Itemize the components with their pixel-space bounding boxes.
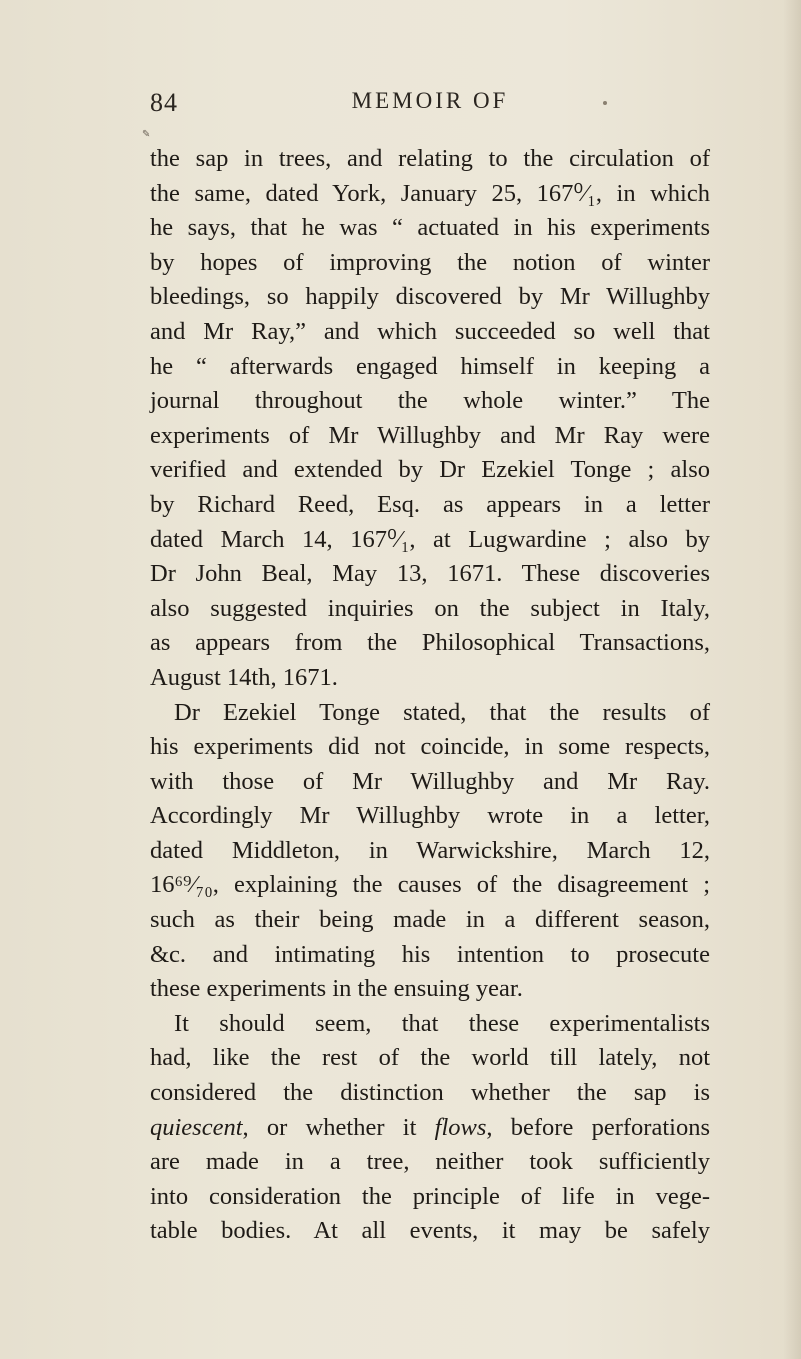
text-line: table bodies. At all events, it may be safely — [150, 1217, 710, 1245]
text-line: he “ afterwards engaged himself in keeping a — [150, 352, 710, 380]
text-line: &c. and intimating his intention to prosecute — [150, 940, 710, 968]
text-line: experiments of Mr Willughby and Mr Ray were — [150, 421, 710, 449]
italic-word-flows: flows — [434, 1113, 487, 1141]
text-line: by hopes of improving the notion of winter — [150, 248, 710, 276]
text-line: Accordingly Mr Willughby wrote in a letter, — [150, 802, 710, 830]
text-line: dated Middleton, in Warwickshire, March 12, — [150, 836, 710, 864]
text-line: considered the distinction whether the sap is — [150, 1079, 710, 1107]
running-head: MEMOIR OF — [351, 88, 509, 113]
page-number: 84 — [150, 88, 178, 117]
text-line: dated March 14, 167⁰⁄₁, at Lugwardine ; also by — [150, 525, 710, 553]
text-line: 16⁶⁹⁄₇₀, explaining the causes of the disagreement ; — [150, 871, 710, 899]
body-text — [150, 142, 710, 1249]
text-line: Dr Ezekiel Tonge stated, that the results of — [174, 698, 710, 726]
text-line: such as their being made in a different season, — [150, 906, 710, 934]
text-line: the same, dated York, January 25, 167⁰⁄₁, in which — [150, 179, 710, 207]
margin-mark: ✎ — [142, 129, 151, 140]
text-run: , or whether it — [242, 1113, 435, 1141]
text-line: he says, that he was “ actuated in his experiments — [150, 214, 710, 242]
text-line: into consideration the principle of life in vege- — [150, 1182, 710, 1210]
text-line: Dr John Beal, May 13, 1671. These discoveries — [150, 560, 710, 588]
text-run: , before perforations — [486, 1113, 710, 1141]
text-line: also suggested inquiries on the subject in Italy, — [150, 594, 710, 622]
text-line: and Mr Ray,” and which succeeded so well that — [150, 317, 710, 345]
text-line: as appears from the Philosophical Transactions, — [150, 629, 710, 657]
page-edge-shadow — [783, 0, 801, 1359]
italic-word-quiescent: quiescent — [150, 1113, 243, 1141]
text-line: It should seem, that these experimentalists — [174, 1009, 710, 1037]
text-line: with those of Mr Willughby and Mr Ray. — [150, 767, 710, 795]
text-line: are made in a tree, neither took sufficiently — [150, 1148, 710, 1176]
text-line: journal throughout the whole winter.” The — [150, 387, 710, 415]
text-line: the sap in trees, and relating to the circulation of — [150, 145, 710, 172]
text-line: verified and extended by Dr Ezekiel Tonge ; also — [150, 456, 710, 484]
text-line: his experiments did not coincide, in some respects, — [150, 733, 710, 761]
text-line-italic — [150, 1111, 710, 1146]
text-line: had, like the rest of the world till lately, not — [150, 1044, 710, 1072]
page-header — [150, 88, 710, 128]
text-line: these experiments in the ensuing year. — [150, 975, 523, 1003]
text-line: August 14th, 1671. — [150, 663, 338, 691]
text-line: by Richard Reed, Esq. as appears in a letter — [150, 490, 710, 518]
text-line: bleedings, so happily discovered by Mr Willughby — [150, 283, 710, 311]
